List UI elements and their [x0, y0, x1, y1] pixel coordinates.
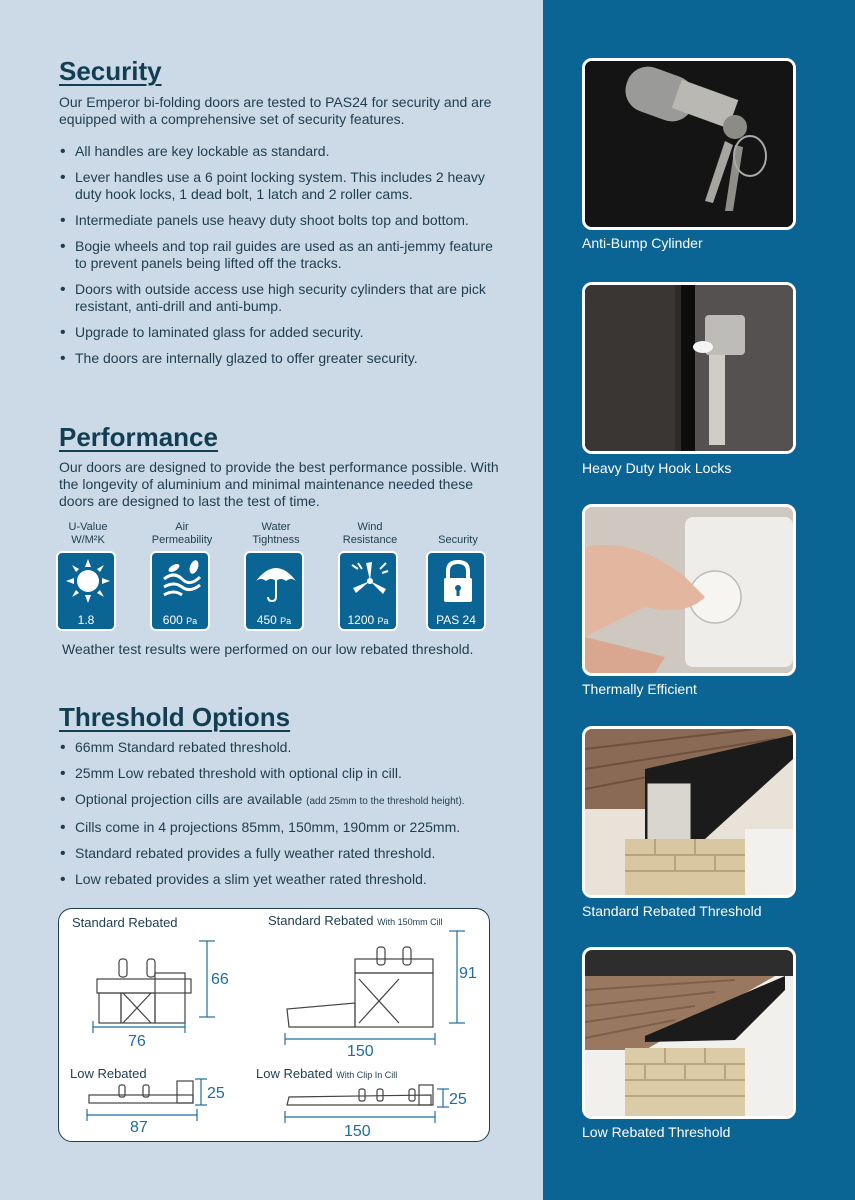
- wind-resistance-tile: [338, 551, 398, 631]
- u-value-unit-label: W/M²K: [71, 534, 105, 546]
- photo-caption: Low Rebated Threshold: [582, 1124, 731, 1140]
- dimension-150-low: 150: [344, 1123, 371, 1140]
- air-label: Air: [175, 521, 189, 533]
- dimension-76: 76: [128, 1033, 146, 1050]
- wind-leaves-icon: [160, 559, 204, 603]
- performance-icons: [59, 520, 499, 630]
- water-value: 450 Pa: [256, 613, 292, 627]
- threshold-heading: Threshold Options: [59, 702, 291, 732]
- security-value: PAS 24: [436, 613, 476, 627]
- water-tightness-item: [244, 520, 308, 631]
- security-heading: Security: [59, 56, 162, 86]
- sun-icon: [66, 559, 110, 603]
- wind-turbine-icon: [348, 559, 392, 603]
- dimension-25-low: 25: [207, 1085, 225, 1102]
- air-permeability-tile: [150, 551, 210, 631]
- photo-caption: Anti-Bump Cylinder: [582, 235, 703, 251]
- security-list: [59, 143, 499, 376]
- standard-threshold-photo: [582, 726, 796, 898]
- weather-test-note: Weather test results were performed on our low rebated threshold.: [62, 641, 474, 657]
- list-item: • Standard rebated provides a fully weather rated threshold.: [59, 845, 529, 862]
- performance-heading: Performance: [59, 422, 218, 452]
- standard-rebated-cill-label: Standard Rebated With 150mm Cill: [268, 913, 443, 928]
- performance-intro: Our doors are designed to provide the best performance possible. With the longevity of aluminium and minimal maintenance needed these doors are designed to last the test of time.: [59, 459, 499, 509]
- cylinder-lock-photo: [582, 58, 796, 230]
- list-item: • Upgrade to laminated glass for added security.: [59, 324, 499, 341]
- u-value-label: U-Value: [68, 521, 108, 533]
- low-rebated-cill-label: Low Rebated With Clip In Cill: [256, 1066, 398, 1081]
- air-value: 600 Pa: [162, 613, 198, 627]
- u-value-tile: [56, 551, 116, 631]
- list-item: • 25mm Low rebated threshold with optional clip in cill.: [59, 765, 529, 782]
- list-item: • The doors are internally glazed to offer greater security.: [59, 350, 499, 367]
- water-label: Water: [261, 521, 291, 533]
- photo-caption: Standard Rebated Threshold: [582, 903, 762, 919]
- dimension-66: 66: [211, 971, 229, 988]
- standard-rebated-label: Standard Rebated: [72, 915, 178, 930]
- umbrella-icon: [254, 559, 298, 603]
- air-permeability-item: [150, 520, 214, 631]
- list-item: • Doors with outside access use high security cylinders that are pick resistant, anti-drill and anti-bump.: [59, 281, 499, 315]
- security-intro: Our Emperor bi-folding doors are tested to PAS24 for security and are equipped with a comprehensive set of security features.: [59, 94, 492, 127]
- resistance-label: Resistance: [342, 534, 398, 546]
- threshold-list: [59, 739, 529, 897]
- hook-lock-photo: [582, 282, 796, 454]
- u-value-value: 1.8: [77, 613, 95, 627]
- list-item: • Intermediate panels use heavy duty shoot bolts top and bottom.: [59, 212, 499, 229]
- threshold-diagram-panel: [58, 908, 490, 1142]
- wind-value: 1200 Pa: [347, 613, 389, 627]
- photo-caption: Thermally Efficient: [582, 681, 697, 697]
- list-item: • Cills come in 4 projections 85mm, 150mm, 190mm or 225mm.: [59, 819, 529, 836]
- dimension-91: 91: [459, 965, 477, 982]
- threshold-profiles-drawing: [59, 909, 489, 1141]
- list-item: • 66mm Standard rebated threshold.: [59, 739, 529, 756]
- low-threshold-photo: [582, 947, 796, 1119]
- list-item: • Optional projection cills are available (add 25mm to the threshold height).: [59, 791, 529, 810]
- list-item: • Lever handles use a 6 point locking system. This includes 2 heavy duty hook locks, 1 dead bolt, 1 latch and 2 roller cams.: [59, 169, 499, 203]
- permeability-label: Permeability: [151, 534, 213, 546]
- list-item: • All handles are key lockable as standard.: [59, 143, 499, 160]
- padlock-icon: [436, 559, 480, 603]
- security-rating-item: [426, 520, 490, 631]
- thermostat-photo: [582, 504, 796, 676]
- low-rebated-label: Low Rebated: [70, 1066, 147, 1081]
- security-rating-tile: [426, 551, 486, 631]
- security-label: Security: [438, 534, 478, 546]
- wind-resistance-item: [338, 520, 402, 631]
- list-item: • Low rebated provides a slim yet weather rated threshold.: [59, 871, 529, 888]
- dimension-87: 87: [130, 1119, 148, 1136]
- wind-label: Wind: [357, 521, 383, 533]
- u-value-item: [56, 520, 120, 631]
- tightness-label: Tightness: [252, 534, 300, 546]
- list-item: • Bogie wheels and top rail guides are used as an anti-jemmy feature to prevent panels being lifted off the tracks.: [59, 238, 499, 272]
- water-tightness-tile: [244, 551, 304, 631]
- dimension-150-std: 150: [347, 1043, 374, 1060]
- dimension-25-low-cill: 25: [449, 1091, 467, 1108]
- photo-caption: Heavy Duty Hook Locks: [582, 460, 732, 476]
